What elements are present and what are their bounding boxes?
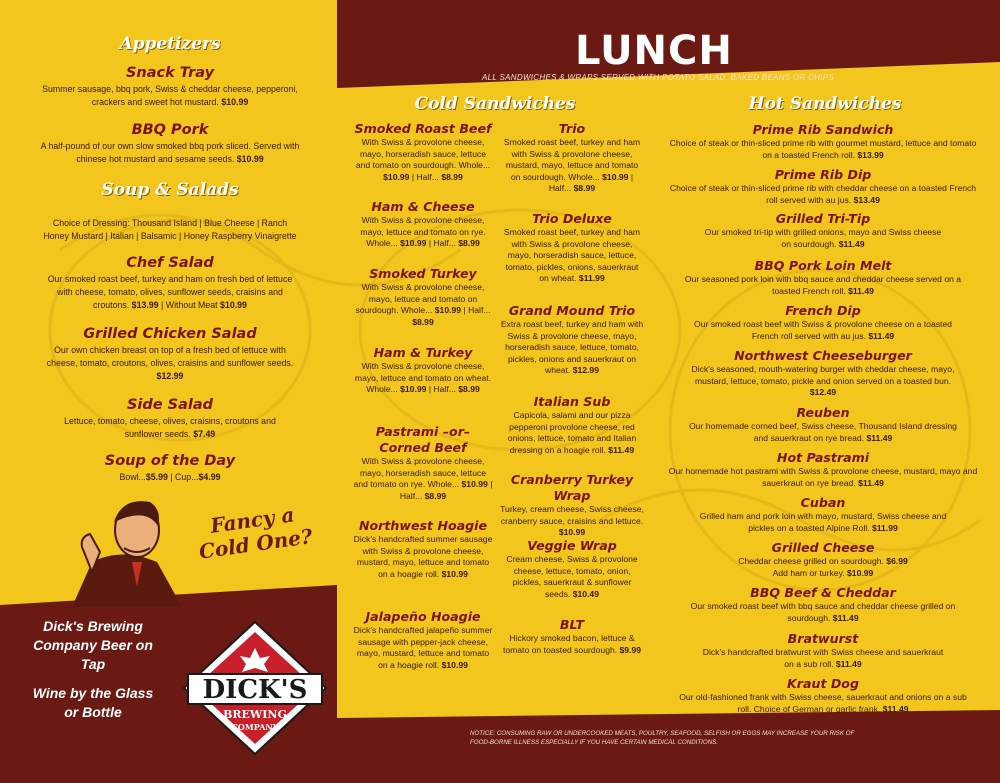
item-name: Trio Deluxe bbox=[532, 211, 612, 226]
item-price: $10.99 bbox=[441, 568, 468, 579]
menu-item bbox=[668, 122, 978, 161]
menu-item: Ham & Cheese With Swiss & provolone cheese, mayo, lettuce and tomato on rye. Whole... $10.99 | Half... $8.99 bbox=[352, 199, 494, 250]
item-name: Hot Pastrami bbox=[776, 450, 870, 465]
dressing-choices bbox=[30, 217, 310, 243]
item-price: $10.99 bbox=[602, 171, 629, 182]
item-name: Ham & Turkey bbox=[373, 345, 473, 360]
menu-item bbox=[668, 167, 978, 206]
item-desc: Our smoked roast beef, turkey and ham on fresh bed of lettuce with cheese, tomato, olives, sunflower seeds, craisins and croutons. bbox=[47, 274, 293, 310]
item-name: Grilled Cheese bbox=[771, 540, 875, 555]
menu-item: Smoked Turkey With Swiss & provolone cheese, mayo, lettuce and tomato on sourdough. Whole... $10.99 | Half... $8.99 bbox=[352, 266, 494, 328]
menu-item bbox=[40, 64, 300, 109]
item-desc: Lettuce, tomato, cheese, olives, craisins, croutons and sunflower seeds. bbox=[64, 416, 276, 439]
item-price: $10.99 bbox=[236, 154, 264, 164]
item-price: $10.49 bbox=[572, 588, 599, 599]
fancy-cold-one: Fancy a Cold One? bbox=[197, 502, 314, 564]
item-price: $13.99 bbox=[857, 149, 884, 160]
item-price: $11.49 bbox=[838, 238, 865, 249]
item-name: Bratwurst bbox=[787, 631, 859, 646]
item-name: Side Salad bbox=[126, 397, 214, 413]
item-price: $13.99 bbox=[131, 300, 159, 310]
item-desc: With Swiss & provolone cheese, mayo, lettuce and tomato on wheat. Whole... bbox=[354, 361, 492, 395]
item-name: Reuben bbox=[796, 405, 850, 420]
menu-item bbox=[690, 495, 956, 534]
item-name: Kraut Dog bbox=[787, 676, 859, 691]
menu-item: Pastrami –or– Corned Beef With Swiss & provolone cheese, mayo, horseradish sauce, lettuce and tomato on rye. Whole... $10.99 | Half... $8.99 bbox=[353, 424, 493, 501]
cold-sandwiches-heading: Cold Sandwiches bbox=[414, 94, 576, 114]
logo-sub-2: COMPANY bbox=[231, 722, 279, 732]
item-desc: Our smoked roast beef with bbq sauce and cheddar cheese grilled on sourdough. bbox=[690, 601, 956, 623]
menu-item bbox=[690, 585, 956, 624]
item-name: Trio bbox=[558, 121, 586, 136]
item-price: $6.99 bbox=[886, 556, 908, 566]
menu-item: Soup of the Day Bowl...$5.99 | Cup...$4.99 bbox=[60, 452, 280, 484]
item-desc: Dick's handcrafted summer sausage with Swiss & provolone cheese, mustard, mayo, lettuce and tomato on a hoagie roll. bbox=[353, 534, 493, 579]
item-desc: Choice of steak or thin-sliced prime rib with gourmet mustard, lettuce and tomato on a toasted French roll. bbox=[669, 138, 977, 160]
menu-item bbox=[60, 396, 280, 441]
item-desc: A half-pound of our own slow smoked bbq pork sliced. Served with chinese hot mustard and sesame seeds. bbox=[40, 141, 300, 164]
item-desc: Summer sausage, bbq pork, Swiss & cheddar cheese, pepperoni, crackers and sweet hot mustard. bbox=[42, 84, 298, 107]
item-price: $10.99 bbox=[400, 238, 427, 249]
item-name: Smoked Roast Beef bbox=[354, 121, 492, 136]
item-price: $12.99 bbox=[156, 371, 184, 381]
item-name: Soup of the Day bbox=[104, 453, 236, 469]
item-name: Smoked Turkey bbox=[369, 266, 477, 281]
item-name: Ham & Cheese bbox=[371, 199, 475, 214]
item-price: $11.49 bbox=[868, 330, 895, 341]
item-desc: Our old-fashioned frank with Swiss cheese, sauerkraut and onions on a sub roll. Choice of German or garlic frank. bbox=[679, 692, 967, 714]
item-name: Prime Rib Dip bbox=[774, 167, 872, 182]
menu-item: Ham & Turkey With Swiss & provolone cheese, mayo, lettuce and tomato on wheat. Whole... $10.99 | Half... $8.99 bbox=[352, 345, 494, 396]
item-desc: Our homemade hot pastrami with Swiss & provolone cheese, mustard, mayo and sauerkraut on rye bread. bbox=[668, 466, 978, 488]
item-price: $10.99 bbox=[558, 527, 586, 538]
menu-item bbox=[352, 518, 494, 580]
item-desc: With Swiss & provolone cheese, mayo, lettuce and tomato on sourdough. Whole... bbox=[355, 282, 485, 316]
item-desc: Grilled ham and pork loin with mayo, mustard, Swiss cheese and pickles on a toasted Alpine Roll. bbox=[699, 511, 947, 533]
item-desc: Dick's handcrafted bratwurst with Swiss cheese and sauerkraut on a sub roll. bbox=[702, 647, 944, 669]
menu-item bbox=[40, 121, 300, 166]
menu-item bbox=[500, 211, 644, 285]
dressing-line-1: Choice of Dressing: Thousand Island | Blue Cheese | Ranch bbox=[52, 218, 288, 228]
page-title: LUNCH bbox=[575, 28, 733, 74]
item-desc: Hickory smoked bacon, lettuce & tomato on toasted sourdough. bbox=[502, 633, 635, 655]
item-desc: Our own chicken breast on top of a fresh bed of lettuce with cheese, tomato, croutons, olives, craisins and sunflower seeds. bbox=[46, 345, 294, 368]
item-price: $12.99 bbox=[572, 365, 599, 376]
menu-item: Chef Salad Our smoked roast beef, turkey and ham on fresh bed of lettuce with cheese, tomato, olives, sunflower seeds, craisins and croutons. $13.99 | Without Meat $10.99 bbox=[40, 254, 300, 312]
menu-item bbox=[500, 394, 644, 456]
menu-item bbox=[684, 348, 962, 399]
menu-item bbox=[682, 405, 964, 444]
appetizers-heading: Appetizers bbox=[119, 34, 221, 54]
beer-line: Dick's Brewing Company Beer on Tap bbox=[33, 618, 153, 672]
item-name: Northwest Cheeseburger bbox=[734, 348, 912, 363]
item-name: Italian Sub bbox=[533, 394, 611, 409]
item-price: $11.49 bbox=[882, 703, 909, 714]
item-desc: Extra roast beef, turkey and ham with Swiss & provolone cheese, mayo, horseradish sauce, lettuce, tomato, pickles, onions and sauerkraut on wheat. bbox=[500, 319, 644, 376]
item-name: Chef Salad bbox=[126, 255, 214, 271]
item-name: BBQ Beef & Cheddar bbox=[750, 585, 896, 600]
item-desc: Dick's handcrafted jalapeño summer sausage with pepper-jack cheese, mayo, mustard, lettuce and tomato on a hoagie roll. bbox=[353, 625, 493, 670]
item-desc: Our smoked tri-tip with grilled onions, mayo and Swiss cheese on sourdough. bbox=[704, 227, 942, 249]
item-desc: Smoked roast beef, turkey and ham with Swiss & provolone cheese, mustard, mayo, lettuce and tomato on sourdough. Whole... bbox=[503, 137, 641, 182]
item-desc: Capicola, salami and our pizza pepperoni provolone cheese, red onions, lettuce, tomato and Italian dressing on a hoagie roll. bbox=[507, 410, 637, 455]
item-price: $10.99 bbox=[383, 171, 410, 182]
item-name: Veggie Wrap bbox=[527, 538, 617, 553]
item-name: Grand Mound Trio bbox=[508, 303, 636, 318]
item-price: $11.49 bbox=[608, 444, 635, 455]
item-price: $12.49 bbox=[809, 387, 837, 398]
retro-man-illustration bbox=[62, 492, 202, 607]
item-name: Grilled Tri-Tip bbox=[775, 211, 871, 226]
item-desc: Bowl... bbox=[119, 472, 146, 482]
menu-item bbox=[680, 258, 966, 297]
food-safety-notice: NOTICE: CONSUMING RAW OR UNDERCOOKED MEATS, POULTRY, SEAFOOD, SELFISH OR EGGS MAY INCREASE YOUR RISK OF FOOD-BORNE ILLNESS ESPECIALLY IF YOU HAVE CERTAIN MEDICAL CONDITIONS. bbox=[470, 730, 855, 746]
menu-item bbox=[352, 609, 494, 671]
item-name: French Dip bbox=[785, 303, 861, 318]
item-price: $11.49 bbox=[832, 612, 859, 623]
item-desc: With Swiss & provolone cheese, mayo, horseradish sauce, lettuce and tomato on sourdough. Whole... bbox=[355, 137, 491, 171]
page-subtitle: ALL SANDWICHES & WRAPS SERVED WITH POTATO SALAD, BAKED BEANS OR CHIPS bbox=[482, 73, 835, 82]
item-desc: Choice of steak or thin-sliced prime rib with cheddar cheese on a toasted French roll served with au jus. bbox=[669, 183, 977, 205]
item-desc: With Swiss & provolone cheese, mayo, horseradish sauce, lettuce and tomato on rye. Whole... bbox=[353, 456, 487, 490]
item-desc: Our smoked roast beef with Swiss & provolone cheese on a toasted French roll served with au jus. bbox=[694, 319, 952, 341]
menu-item bbox=[700, 631, 946, 670]
item-name: Cuban bbox=[800, 495, 846, 510]
item-desc: Turkey, cream cheese, Swiss cheese, cranberry sauce, craisins and lettuce. bbox=[500, 504, 644, 526]
menu-item bbox=[674, 676, 972, 715]
item-desc: Smoked roast beef, turkey and ham with Swiss & provolone cheese, mayo, horseradish sauce, lettuce, tomato, pickles, onions, sauerkraut on wheat. bbox=[503, 227, 641, 284]
item-price: $13.49 bbox=[853, 194, 880, 205]
item-price: $5.99 bbox=[145, 472, 168, 482]
menu-item bbox=[500, 303, 644, 377]
item-name: Northwest Hoagie bbox=[358, 518, 488, 533]
wine-line: Wine by the Glass or Bottle bbox=[32, 685, 154, 720]
logo-name: DICK'S bbox=[202, 675, 308, 705]
item-price: $11.99 bbox=[578, 273, 605, 284]
item-name: Cranberry Turkey Wrap bbox=[510, 472, 634, 503]
item-price: $9.99 bbox=[619, 644, 642, 655]
menu-item bbox=[496, 472, 648, 539]
logo-sub-1: BREWING bbox=[223, 708, 287, 721]
menu-item: Trio Smoked roast beef, turkey and ham with Swiss & provolone cheese, mustard, mayo, lettuce and tomato on sourdough. Whole... $10.99 | Half... $8.99 bbox=[500, 121, 644, 195]
item-price: $10.99 bbox=[221, 97, 249, 107]
menu-item bbox=[500, 538, 644, 600]
item-price: $10.99 bbox=[434, 305, 462, 316]
item-price: $10.99 bbox=[400, 384, 427, 395]
menu-item bbox=[668, 450, 978, 489]
beer-wine-text bbox=[28, 617, 158, 722]
soup-salads-heading: Soup & Salads bbox=[101, 180, 239, 200]
item-desc: With Swiss & provolone cheese, mayo, lettuce and tomato on rye. Whole... bbox=[360, 215, 486, 249]
menu-item: Smoked Roast Beef With Swiss & provolone cheese, mayo, horseradish sauce, lettuce and tomato on sourdough. Whole... $10.99 | Half... $8.99 bbox=[352, 121, 494, 183]
item-desc: Cheddar cheese grilled on sourdough. bbox=[738, 556, 884, 566]
item-name: BBQ Pork Loin Melt bbox=[754, 258, 892, 273]
item-price: $11.49 bbox=[866, 432, 893, 443]
item-price: $11.49 bbox=[848, 285, 874, 296]
item-price: $11.49 bbox=[835, 658, 862, 669]
item-desc: Our homemade corned beef, Swiss cheese, Thousand Island dressing and sauerkraut on rye bread. bbox=[689, 421, 957, 443]
menu-item bbox=[700, 211, 946, 250]
item-price: $7.49 bbox=[193, 429, 216, 439]
item-price: $11.99 bbox=[871, 522, 898, 533]
item-price: $10.99 bbox=[441, 659, 468, 670]
dressing-line-2: Honey Mustard | Italian | Balsamic | Honey Raspberry Vinaigrette bbox=[43, 231, 297, 241]
item-name: Jalapeño Hoagie bbox=[365, 609, 481, 624]
menu-item: Grilled Cheese Cheddar cheese grilled on sourdough. $6.99 Add ham or turkey. $10.99 bbox=[723, 540, 923, 579]
item-name: Pastrami –or– Corned Beef bbox=[375, 424, 471, 455]
menu-item bbox=[690, 303, 956, 342]
item-desc: Our seasoned pork loin with bbq sauce and cheddar cheese served on a toasted French roll. bbox=[684, 274, 962, 296]
item-desc: Dick's seasoned, mouth-watering burger with cheddar cheese, mayo, mustard, lettuce, tomato, pickle and onion served on a toasted bun. bbox=[691, 364, 955, 386]
item-desc: Cream cheese, Swiss & provolone cheese, lettuce, tomato, onion, pickles, sauerkraut & sunflower seeds. bbox=[506, 554, 638, 599]
dicks-brewing-logo bbox=[180, 618, 330, 758]
item-name: Snack Tray bbox=[125, 65, 215, 81]
item-name: BLT bbox=[559, 617, 585, 632]
hot-sandwiches-heading: Hot Sandwiches bbox=[748, 94, 902, 114]
item-name: Grilled Chicken Salad bbox=[83, 326, 257, 342]
item-price: $11.49 bbox=[858, 477, 884, 488]
item-name: Prime Rib Sandwich bbox=[752, 122, 894, 137]
menu-item bbox=[500, 617, 644, 656]
menu-item bbox=[40, 325, 300, 383]
item-name: BBQ Pork bbox=[131, 122, 209, 138]
item-price: $10.99 bbox=[461, 479, 488, 490]
